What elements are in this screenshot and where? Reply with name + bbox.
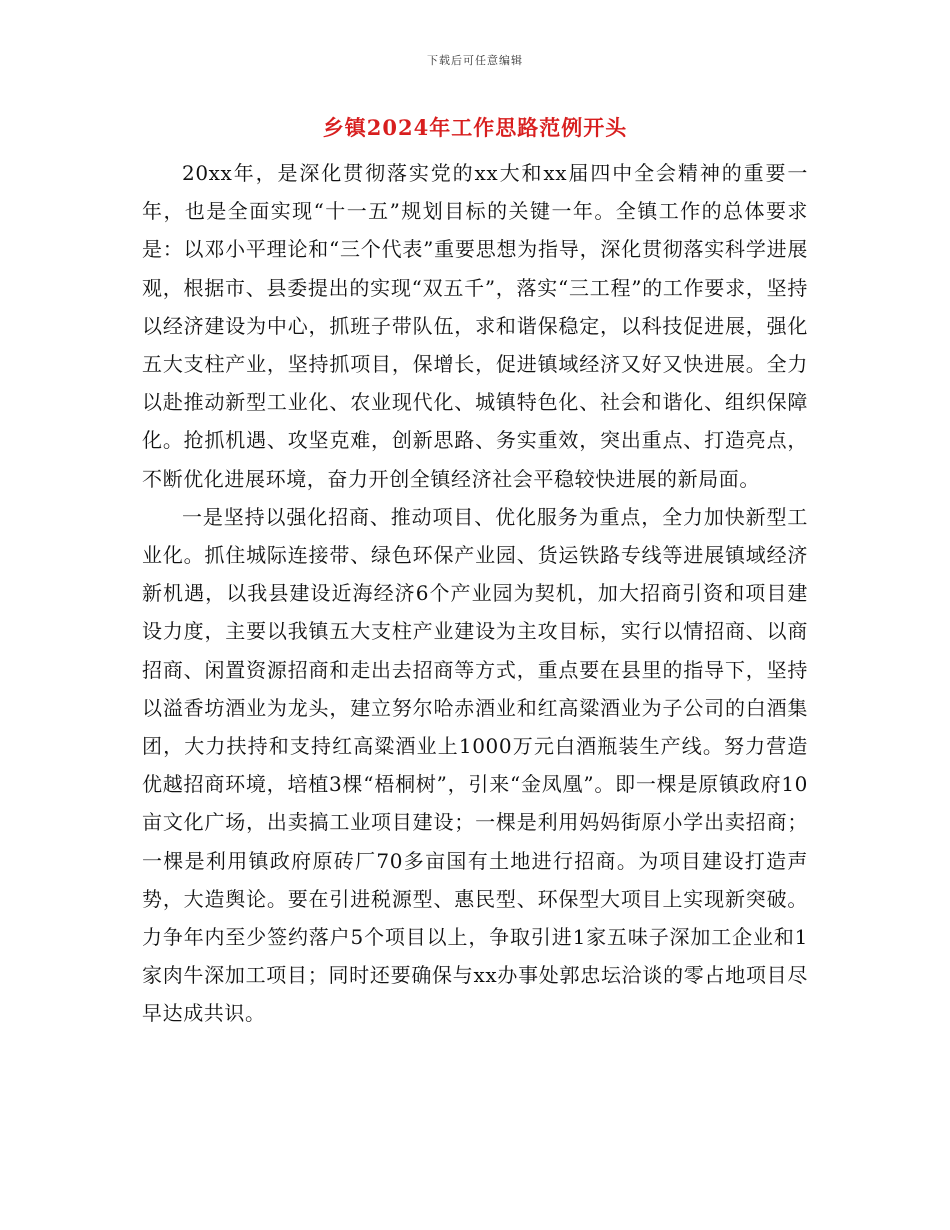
paragraph-industrialization: 一是坚持以强化招商、推动项目、优化服务为重点，全力加快新型工业化。抓住城际连接带、绿色环保产业园、货运铁路专线等进展镇域经济新机遇，以我县建设近海经济6个产业园为契机，加大招商引资和项目建设力度，主要以我镇五大支柱产业建设为主攻目标，实行以情招商、以商招商、闲置资源招商和走出去招商等方式，重点要在县里的指导下，坚持以溢香坊酒业为龙头，建立努尔哈赤酒业和红高粱酒业为子公司的白酒集团，大力扶持和支持红高粱酒业上1000万元白酒瓶装生产线。努力营造优越招商环境，培植3棵“梧桐树”，引来“金凤凰”。即一棵是原镇政府10亩文化广场，出卖搞工业项目建设；一棵是利用妈妈街原小学出卖招商；一棵是利用镇政府原砖厂70多亩国有土地进行招商。为项目建设打造声势，大造舆论。要在引进税源型、惠民型、环保型大项目上实现新突破。力争年内至少签约落户5个项目以上，争取引进1家五味子深加工企业和1家肉牛深加工项目；同时还要确保与xx办事处郭忠坛洽谈的零占地项目尽早达成共识。 — [142, 504, 808, 1026]
document-body — [142, 154, 808, 1033]
document-title: 乡镇2024年工作思路范例开头 — [322, 115, 628, 140]
paragraph-overview: 20xx年，是深化贯彻落实党的xx大和xx届四中全会精神的重要一年，也是全面实现“十一五”规划目标的关键一年。全镇工作的总体要求是：以邓小平理论和“三个代表”重要思想为指导，深化贯彻落实科学进展观，根据市、县委提出的实现“双五千”，落实“三工程”的工作要求，坚持以经济建设为中心，抓班子带队伍，求和谐保稳定，以科技促进展，强化五大支柱产业，坚持抓项目，保增长，促进镇域经济又好又快进展。全力以赴推动新型工业化、农业现代化、城镇特色化、社会和谐化、组织保障化。抢抓机遇、攻坚克难，创新思路、务实重效，突出重点、打造亮点，不断优化进展环境，奋力开创全镇经济社会平稳较快进展的新局面。 — [142, 161, 808, 491]
page-header-note: 下载后可任意编辑 — [427, 54, 523, 67]
